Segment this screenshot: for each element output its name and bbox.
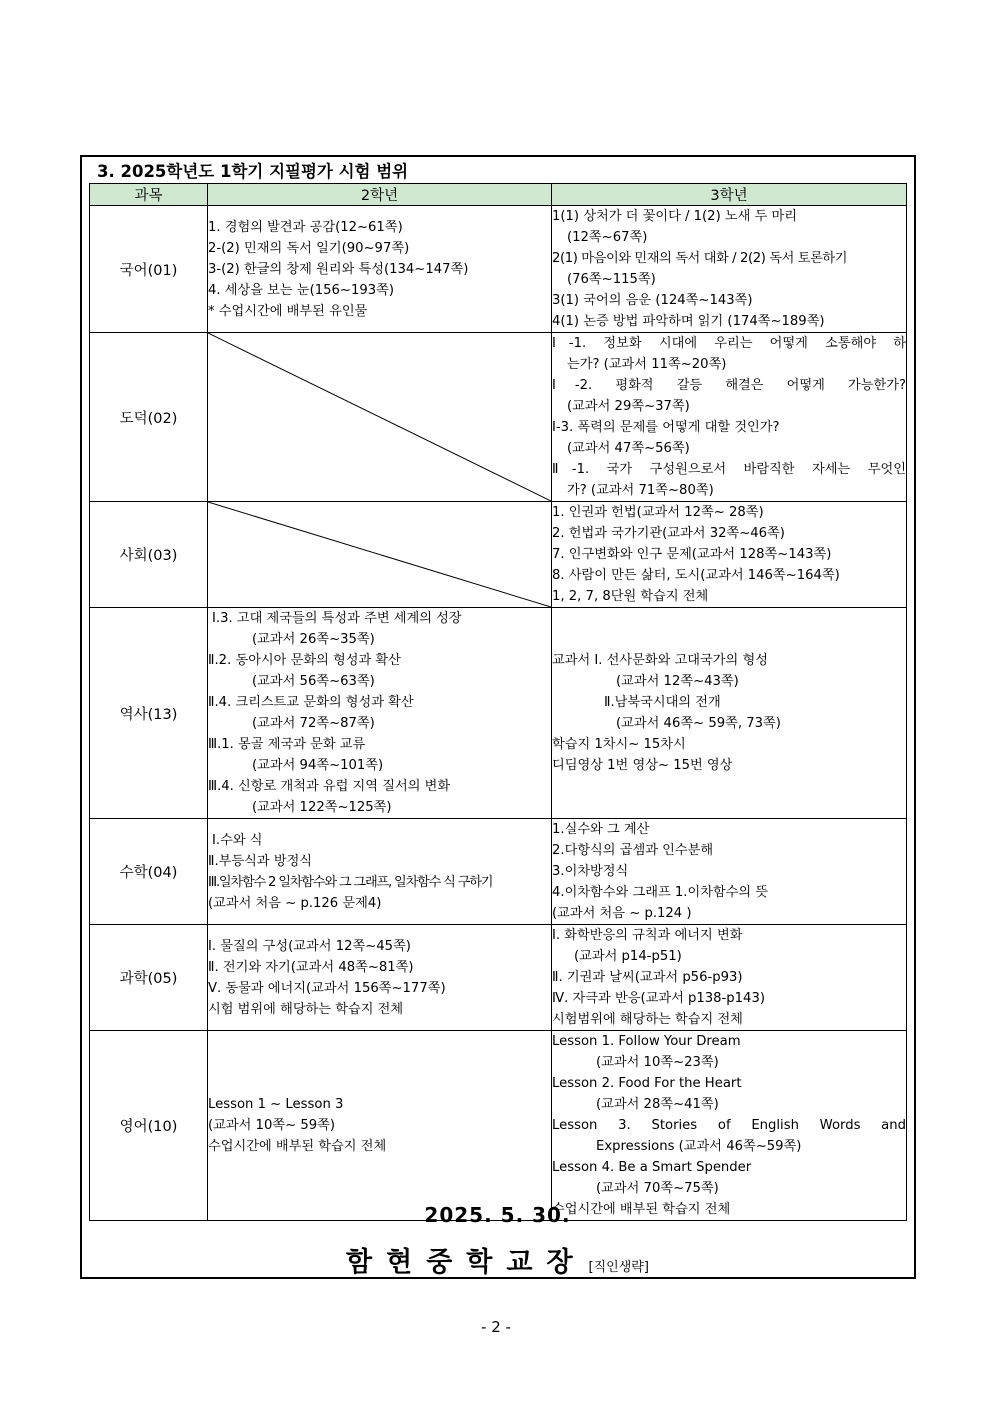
korean-grade3	[552, 206, 907, 333]
english-grade2	[208, 1031, 552, 1221]
diagonal-slash	[208, 502, 551, 607]
scope-line: (교과서 29쪽~37쪽)	[567, 399, 690, 414]
page-number: - 2 -	[481, 1318, 511, 1336]
scope-line: Ⅲ.4. 신항로 개척과 유럽 지역 질서의 변화	[208, 779, 451, 794]
scope-line: (76쪽~115쪽)	[567, 272, 656, 287]
scope-line: 디딤영상 1번 영상~ 15번 영상	[552, 758, 733, 773]
subject-social: 사회(03)	[90, 502, 208, 608]
scope-line: 는가? (교과서 11쪽~20쪽)	[567, 357, 727, 372]
scope-line: 8. 사람이 만든 삶터, 도시(교과서 146쪽~164쪽)	[552, 568, 840, 583]
scope-line: (교과서 28쪽~41쪽)	[596, 1097, 719, 1112]
scope-line: 수업시간에 배부된 학습지 전체	[552, 1202, 731, 1217]
scope-line: 2.다항식의 곱셈과 인수분해	[552, 843, 714, 858]
scope-line: (교과서 46쪽~ 59쪽, 73쪽)	[616, 716, 781, 731]
table-row-english	[90, 1031, 907, 1221]
scope-line: Lesson 2. Food For the Heart	[552, 1076, 742, 1091]
scope-line: 4.이차함수와 그래프 1.이차함수의 뜻	[552, 885, 769, 900]
scope-line: Ⅴ. 동물과 에너지(교과서 156쪽~177쪽)	[208, 980, 446, 996]
scope-line: 2. 헌법과 국가기관(교과서 32쪽~46쪽)	[552, 526, 785, 541]
scope-line: (교과서 p14-p51)	[574, 949, 682, 964]
scope-line: 4(1) 논증 방법 파악하며 읽기 (174쪽~189쪽)	[552, 314, 825, 329]
scope-line: 3-(2) 한글의 창제 원리와 특성(134~147쪽)	[208, 261, 469, 277]
scope-line: 7. 인구변화와 인구 문제(교과서 128쪽~143쪽)	[552, 547, 832, 562]
scope-line: Lesson 1. Follow Your Dream	[552, 1034, 741, 1049]
scope-line: 3.이차방정식	[552, 864, 629, 879]
scope-line: Ⅰ. 물질의 구성(교과서 12쪽~45쪽)	[208, 938, 411, 954]
table-header-row	[90, 184, 907, 206]
scope-line: (교과서 122쪽~125쪽)	[252, 800, 392, 815]
ethics-grade2-empty	[208, 333, 552, 502]
subject-english: 영어(10)	[90, 1031, 208, 1221]
diagonal-slash	[208, 333, 551, 501]
scope-line: 1, 2, 7, 8단원 학습지 전체	[552, 589, 709, 604]
scope-line: * 수업시간에 배부된 유인물	[208, 303, 368, 319]
table-row-ethics	[90, 333, 907, 502]
scope-line: Lesson 4. Be a Smart Spender	[552, 1160, 752, 1175]
scope-line: 수업시간에 배부된 학습지 전체	[208, 1139, 387, 1154]
scope-line: (교과서 26쪽~35쪽)	[252, 632, 375, 647]
korean-grade2	[208, 206, 552, 333]
scope-line: 교과서 Ⅰ. 선사문화와 고대국가의 형성	[552, 653, 768, 668]
scope-line: Expressions (교과서 46쪽~59쪽)	[596, 1139, 802, 1154]
school-principal: 함현중학교장	[346, 1247, 587, 1278]
scope-line: 4. 세상을 보는 눈(156~193쪽)	[208, 282, 395, 298]
scope-line: 가? (교과서 71쪽~80쪽)	[567, 483, 714, 498]
scope-line: 2(1) 마음이와 민재의 독서 대화 / 2(2) 독서 토론하기	[552, 251, 848, 266]
exam-scope-table	[89, 183, 907, 1221]
table-row-science	[90, 925, 907, 1031]
science-grade3	[552, 925, 907, 1031]
header-grade2: 2학년	[208, 184, 552, 206]
scope-line: Ⅱ. 기권과 날씨(교과서 p56-p93)	[552, 970, 743, 985]
subject-history: 역사(13)	[90, 608, 208, 819]
scope-line: 학습지 1차시~ 15차시	[552, 737, 686, 752]
math-grade3	[552, 819, 907, 925]
scope-line: (교과서 56쪽~63쪽)	[252, 674, 375, 689]
scope-line: (교과서 72쪽~87쪽)	[252, 716, 375, 731]
scope-line: Ⅰ. 화학반응의 규칙과 에너지 변화	[552, 928, 743, 943]
scope-line: 1. 경험의 발견과 공감(12~61쪽)	[208, 219, 403, 235]
header-grade3: 3학년	[552, 184, 907, 206]
subject-ethics: 도덕(02)	[90, 333, 208, 502]
scope-line: 시험 범위에 해당하는 학습지 전체	[208, 1001, 404, 1017]
scope-line: Ⅰ.3. 고대 제국들의 특성과 주변 세계의 성장	[212, 611, 462, 626]
scope-line: (교과서 10쪽~ 59쪽)	[208, 1118, 335, 1133]
scope-line: 1. 인권과 헌법(교과서 12쪽~ 28쪽)	[552, 505, 764, 520]
scope-line: 1.실수와 그 계산	[552, 822, 650, 837]
scope-line: (교과서 처음 ~ p.124 )	[552, 906, 692, 921]
scope-line: Ⅰ-3. 폭력의 문제를 어떻게 대할 것인가?	[552, 420, 780, 435]
scope-line: 시험범위에 해당하는 학습지 전체	[552, 1012, 743, 1027]
scope-line: Ⅱ.남북국시대의 전개	[604, 695, 721, 710]
subject-math: 수학(04)	[90, 819, 208, 925]
scope-line: Ⅱ.2. 동아시아 문화의 형성과 확산	[208, 653, 401, 668]
math-grade2	[208, 819, 552, 925]
science-grade2	[208, 925, 552, 1031]
scope-line: (12쪽~67쪽)	[567, 230, 648, 245]
scope-line: (교과서 70쪽~75쪽)	[596, 1181, 719, 1196]
signature-line	[89, 1240, 906, 1279]
scope-line: (교과서 94쪽~101쪽)	[252, 758, 384, 773]
scope-line: Ⅰ-2. 평화적 갈등 해결은 어떻게 가능한가?	[552, 378, 906, 393]
table-row-history	[90, 608, 907, 819]
scope-line: 2-(2) 민재의 독서 일기(90~97쪽)	[208, 240, 410, 256]
scope-line: 3(1) 국어의 음운 (124쪽~143쪽)	[552, 293, 753, 308]
table-row-math	[90, 819, 907, 925]
header-subject: 과목	[90, 184, 208, 206]
history-grade3	[552, 608, 907, 819]
scope-line: (교과서 10쪽~23쪽)	[596, 1055, 719, 1070]
scope-line: Ⅱ-1. 국가 구성원으로서 바람직한 자세는 무엇인	[552, 462, 906, 477]
social-grade3	[552, 502, 907, 608]
subject-korean: 국어(01)	[90, 206, 208, 333]
english-grade3	[552, 1031, 907, 1221]
scope-line: Lesson 3. Stories of English Words and	[552, 1118, 906, 1133]
scope-line: Ⅰ-1. 정보화 시대에 우리는 어떻게 소통해야 하	[552, 336, 906, 351]
scope-line: Ⅰ.수와 식	[212, 832, 263, 848]
scope-line: Ⅱ.4. 크리스트교 문화의 형성과 확산	[208, 695, 414, 710]
seal-omitted-note: [직인생략]	[588, 1260, 649, 1275]
scope-line: Ⅱ.부등식과 방정식	[208, 853, 313, 869]
issue-date: 2025. 5. 30.	[424, 1203, 571, 1227]
section-title: 3. 2025학년도 1학기 지필평가 시험 범위	[97, 162, 409, 181]
table-row-korean	[90, 206, 907, 333]
scope-line: Ⅲ.1. 몽골 제국과 문화 교류	[208, 737, 366, 752]
scope-line: Ⅲ.일차함수 2 일차함수와 그 그래프, 일차함수 식 구하기	[208, 874, 493, 890]
scope-line: 1(1) 상처가 더 꽃이다 / 1(2) 노새 두 마리	[552, 209, 797, 224]
ethics-grade3	[552, 333, 907, 502]
scope-line: (교과서 처음 ~ p.126 문제4)	[208, 895, 382, 911]
scope-line: Ⅳ. 자극과 반응(교과서 p138-p143)	[552, 991, 765, 1006]
scope-line: (교과서 12쪽~43쪽)	[616, 674, 739, 689]
scope-line: Lesson 1 ~ Lesson 3	[208, 1097, 344, 1112]
subject-science: 과학(05)	[90, 925, 208, 1031]
history-grade2	[208, 608, 552, 819]
social-grade2-empty	[208, 502, 552, 608]
scope-line: (교과서 47쪽~56쪽)	[567, 441, 690, 456]
table-row-social	[90, 502, 907, 608]
scope-line: Ⅱ. 전기와 자기(교과서 48쪽~81쪽)	[208, 959, 414, 975]
